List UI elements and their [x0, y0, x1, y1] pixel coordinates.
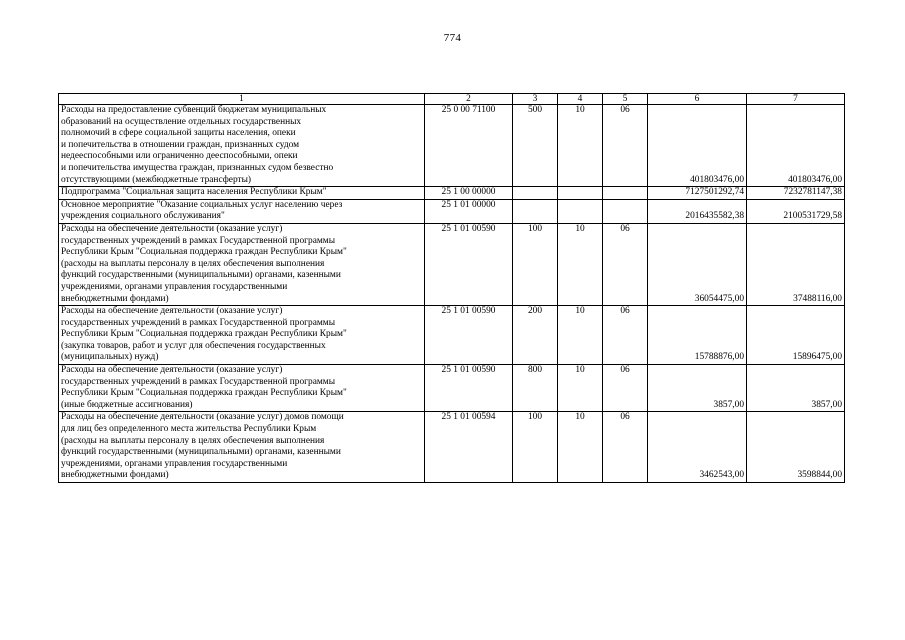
row-section	[558, 199, 603, 223]
row-expense-type: 100	[513, 412, 558, 483]
row-expense-type: 200	[513, 306, 558, 365]
row-amount-col6: 7127501292,74	[648, 187, 747, 200]
row-code: 25 0 00 71100	[425, 105, 513, 187]
row-amount-col7: 37488116,00	[747, 223, 845, 305]
row-amount-col6: 3857,00	[648, 365, 747, 412]
row-description: Расходы на обеспечение деятельности (оказание услуг) государственных учреждений в рамках Государственной программы Республики Крым "Социальная поддержка граждан Республики Крым" (расходы на выплаты персоналу в целях обеспечения выполнения функций государственными (муниципальными) органами, казенными учреждениями, органами управления государственными внебюджетными фондами)	[59, 223, 425, 305]
row-expense-type: 800	[513, 365, 558, 412]
column-header: 2	[425, 94, 513, 105]
row-amount-col7: 2100531729,58	[747, 199, 845, 223]
row-section	[558, 187, 603, 200]
row-subsection: 06	[603, 412, 648, 483]
table-row	[59, 365, 845, 412]
table-row	[59, 412, 845, 483]
row-code: 25 1 01 00590	[425, 365, 513, 412]
row-amount-col7: 3857,00	[747, 365, 845, 412]
column-header: 1	[59, 94, 425, 105]
row-code: 25 1 01 00590	[425, 306, 513, 365]
row-amount-col7: 7232781147,38	[747, 187, 845, 200]
table-row	[59, 306, 845, 365]
row-section: 10	[558, 365, 603, 412]
table-row	[59, 199, 845, 223]
row-subsection: 06	[603, 223, 648, 305]
row-subsection: 06	[603, 306, 648, 365]
column-header: 5	[603, 94, 648, 105]
row-description: Расходы на обеспечение деятельности (оказание услуг) государственных учреждений в рамках Государственной программы Республики Крым "Социальная поддержка граждан Республики Крым" (закупка товаров, работ и услуг для обеспечения государственных (муниципальных) нужд)	[59, 306, 425, 365]
row-subsection	[603, 187, 648, 200]
row-amount-col6: 401803476,00	[648, 105, 747, 187]
row-code: 25 1 01 00594	[425, 412, 513, 483]
row-section: 10	[558, 412, 603, 483]
column-header: 4	[558, 94, 603, 105]
row-description: Расходы на предоставление субвенций бюджетам муниципальных образований на осуществление отдельных государственных полномочий в сфере социальной защиты населения, опеки и попечительства в отношении граждан, признанных судом недееспособными или ограниченно дееспособными, опеки и попечительства имущества граждан, признанных судом безвестно отсутствующими (межбюджетные трансферты)	[59, 105, 425, 187]
column-header: 3	[513, 94, 558, 105]
row-subsection: 06	[603, 105, 648, 187]
row-amount-col6: 2016435582,38	[648, 199, 747, 223]
row-code: 25 1 01 00590	[425, 223, 513, 305]
row-amount-col7: 15896475,00	[747, 306, 845, 365]
row-description: Основное мероприятие "Оказание социальных услуг населению через учреждения социального обслуживания"	[59, 199, 425, 223]
column-header: 7	[747, 94, 845, 105]
table-row	[59, 223, 845, 305]
row-subsection	[603, 199, 648, 223]
row-subsection: 06	[603, 365, 648, 412]
row-amount-col7: 3598844,00	[747, 412, 845, 483]
row-amount-col7: 401803476,00	[747, 105, 845, 187]
row-code: 25 1 00 00000	[425, 187, 513, 200]
table-row	[59, 187, 845, 200]
row-description: Расходы на обеспечение деятельности (оказание услуг) домов помощи для лиц без определенного места жительства Республики Крым (расходы на выплаты персоналу в целях обеспечения выполнения функций государственными (муниципальными) органами, казенными учреждениями, органами управления государственными внебюджетными фондами)	[59, 412, 425, 483]
row-section: 10	[558, 306, 603, 365]
budget-table	[58, 93, 845, 483]
row-expense-type: 100	[513, 223, 558, 305]
row-code: 25 1 01 00000	[425, 199, 513, 223]
row-amount-col6: 15788876,00	[648, 306, 747, 365]
row-expense-type: 500	[513, 105, 558, 187]
table-header-row	[59, 94, 845, 105]
row-expense-type	[513, 199, 558, 223]
row-section: 10	[558, 223, 603, 305]
row-description: Расходы на обеспечение деятельности (оказание услуг) государственных учреждений в рамках Государственной программы Республики Крым "Социальная поддержка граждан Республики Крым" (иные бюджетные ассигнования)	[59, 365, 425, 412]
column-header: 6	[648, 94, 747, 105]
row-amount-col6: 3462543,00	[648, 412, 747, 483]
row-section: 10	[558, 105, 603, 187]
row-amount-col6: 36054475,00	[648, 223, 747, 305]
page-number: 774	[443, 32, 462, 44]
row-expense-type	[513, 187, 558, 200]
row-description: Подпрограмма "Социальная защита населения Республики Крым"	[59, 187, 425, 200]
table-row	[59, 105, 845, 187]
